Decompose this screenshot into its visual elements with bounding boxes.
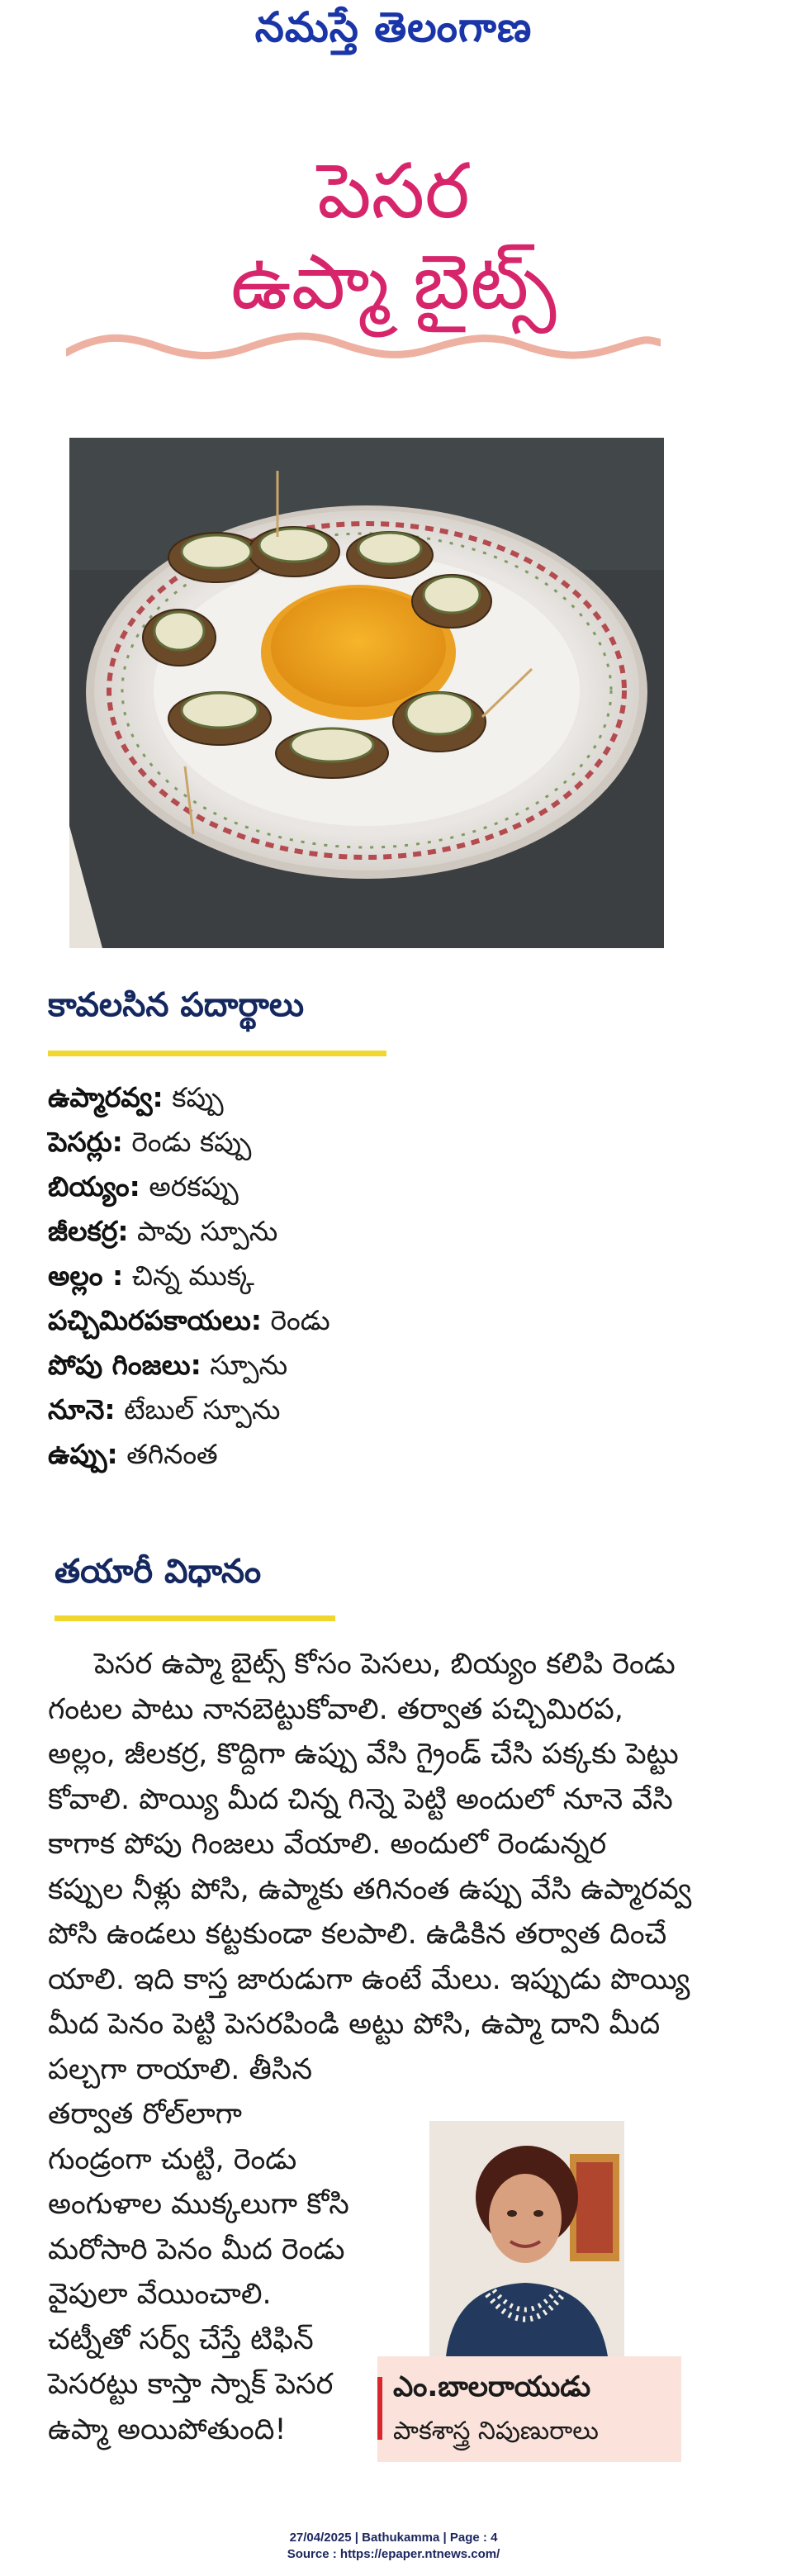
masthead-logo: నమస్తే తెలంగాణ: [254, 3, 533, 51]
preparation-line: పెసరట్టు కాస్తా స్నాక్ పెసర: [48, 2368, 334, 2401]
ingredient-item: [48, 1298, 626, 1343]
ingredient-qty: తగినంత: [117, 1438, 218, 1470]
preparation-line: చట్నీతో సర్వ్ చేస్తే టిఫిన్: [48, 2322, 314, 2356]
ingredient-item: [48, 1075, 626, 1120]
recipe-title-line-1: పెసర: [317, 147, 470, 235]
preparation-line: ఉప్మా అయిపోతుంది!: [48, 2412, 287, 2446]
ingredient-qty: రెండు: [261, 1304, 330, 1336]
preparation-line: అంగుళాల ముక్కలుగా కోసి: [48, 2188, 349, 2221]
preparation-line: కప్పుల నీళ్లు పోసి, ఉప్మాకు తగినంత ఉప్పు వేసి ఉప్మారవ్వ: [48, 1872, 692, 1906]
preparation-line: పెసర ఉప్మా బైట్స్ కోసం పెసలు, బియ్యం కలిపి రెండు: [94, 1648, 676, 1681]
footer-date-line: 27/04/2025 | Bathukamma | Page : 4: [289, 2531, 498, 2545]
recipe-photo: [69, 438, 664, 948]
title-wave-decoration: [66, 326, 661, 368]
preparation-line: పల్చగా రాయాలి. తీసిన: [48, 2052, 313, 2086]
ingredient-item: [48, 1388, 626, 1432]
ingredients-heading: కావలసిన పదార్థాలు: [48, 986, 305, 1024]
preparation-line: వైపులా వేయించాలి.: [48, 2278, 272, 2311]
ingredient-name: పచ్చిమిరపకాయలు:: [48, 1304, 262, 1336]
preparation-line: మీద పెనం పెట్టి పెసరపిండి అట్టు పోసి, ఉప్మా దాని మీద: [48, 2008, 661, 2041]
ingredient-qty: కప్పు: [163, 1081, 224, 1113]
ingredient-name: అల్లం :: [48, 1260, 124, 1292]
author-photo: [429, 2121, 624, 2356]
ingredient-item: [48, 1209, 626, 1254]
ingredient-name: బియ్యం:: [48, 1170, 140, 1203]
ingredient-qty: అరకప్పు: [140, 1170, 239, 1203]
preparation-line: పోసి ఉండలు కట్టకుండా కలపాలి. ఉడికిన తర్వాత దించే: [48, 1918, 667, 1951]
ingredient-item: [48, 1254, 626, 1298]
recipe-title-line-2: ఉప్మా బైట్స్: [230, 238, 557, 326]
ingredients-heading-underline: [48, 1051, 386, 1056]
ingredient-item: [48, 1120, 626, 1165]
ingredient-item: [48, 1432, 626, 1477]
ingredient-qty: పావు స్పూను: [128, 1215, 278, 1247]
ingredient-name: ఉప్మారవ్వ:: [48, 1081, 164, 1113]
preparation-line: యాలి. ఇది కాస్త జారుడుగా ఉంటే మేలు. ఇప్పుడు పొయ్యి: [48, 1962, 690, 1996]
preparation-line: గంటల పాటు నానబెట్టుకోవాలి. తర్వాత పచ్చిమిరప,: [48, 1692, 623, 1726]
ingredient-name: జీలకర్ర:: [48, 1215, 129, 1247]
ingredient-qty: రెండు కప్పు: [122, 1126, 252, 1158]
author-role: పాకశాస్త్ర నిపుణురాలు: [393, 2417, 599, 2446]
author-name: ఎం.బాలరాయుడు: [393, 2370, 591, 2403]
ingredient-qty: టేబుల్ స్పూను: [115, 1393, 281, 1426]
ingredient-name: పెసర్లు:: [48, 1126, 123, 1158]
preparation-heading: తయారీ విధానం: [55, 1553, 262, 1591]
ingredient-name: పోపు గింజలు:: [48, 1349, 201, 1381]
ingredient-item: [48, 1165, 626, 1209]
preparation-heading-underline: [55, 1615, 335, 1621]
preparation-line: కాగాక పోపు గింజలు వేయాలి. అందులో రెండున్నర: [48, 1828, 607, 1861]
ingredient-qty: చిన్న ముక్క: [123, 1260, 254, 1292]
ingredient-name: ఉప్పు:: [48, 1438, 118, 1470]
author-card-accent-bar: [377, 2377, 382, 2440]
preparation-line: కోవాలి. పొయ్యి మీద చిన్న గిన్నె పెట్టి అందులో నూనె వేసి: [48, 1782, 673, 1816]
preparation-line: మరోసారి పెనం మీద రెండు: [48, 2232, 345, 2266]
footer-source-line: Source : https://epaper.ntnews.com/: [287, 2547, 500, 2561]
preparation-line: అల్లం, జీలకర్ర, కొద్దిగా ఉప్పు వేసి గ్రైండ్ చేసి పక్కకు పెట్టు: [48, 1738, 679, 1771]
preparation-line: తర్వాత రోల్‌లాగా: [48, 2098, 242, 2131]
ingredient-item: [48, 1343, 626, 1388]
page-footer: [0, 2530, 787, 2563]
ingredient-name: నూనె:: [48, 1393, 116, 1426]
preparation-line: గుండ్రంగా చుట్టి, రెండు: [48, 2142, 297, 2176]
ingredient-qty: స్పూను: [201, 1349, 288, 1381]
ingredients-list: [48, 1075, 626, 1477]
